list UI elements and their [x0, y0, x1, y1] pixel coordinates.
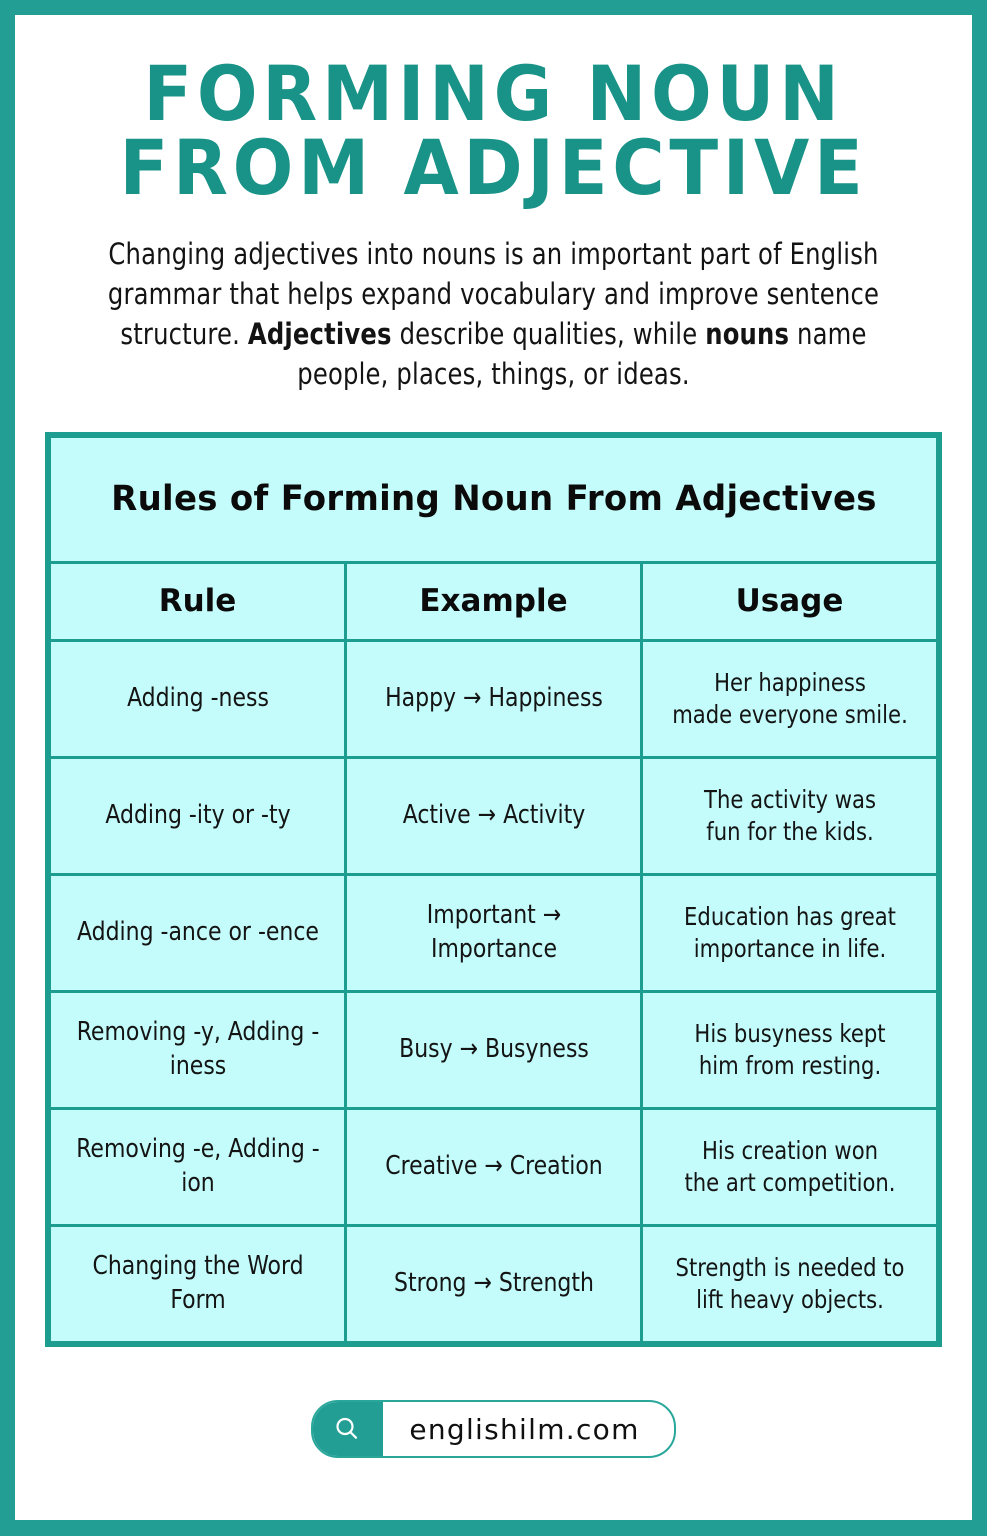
- cell-example: Busy → Busyness: [354, 991, 632, 1108]
- cell-usage: [650, 874, 928, 991]
- intro-text-part-2: describe qualities, while: [391, 317, 706, 352]
- page-title-line-2: FROM ADJECTIVE: [119, 122, 868, 212]
- cell-rule: Removing -y, Adding -iness: [58, 991, 336, 1108]
- cell-usage-line-1: The activity was: [703, 784, 876, 814]
- intro-text-part-1: Changing adjectives into nouns is an important part of English grammar that helps expand vocabulary and improve sentence structure.: [107, 237, 880, 352]
- cell-usage-line-2: made everyone smile.: [671, 699, 908, 729]
- cell-usage-line-1: Strength is needed to: [675, 1252, 904, 1282]
- cell-example: Active → Activity: [354, 757, 632, 874]
- cell-usage-line-1: His creation won: [701, 1135, 878, 1165]
- cell-usage: [650, 757, 928, 874]
- column-header-rule: Rule: [50, 562, 346, 640]
- cell-rule: Changing the Word Form: [58, 1225, 336, 1342]
- rules-table-title: Rules of Forming Noun From Adjectives: [63, 436, 924, 562]
- cell-rule: Removing -e, Adding -ion: [58, 1108, 336, 1225]
- cell-usage-line-2: the art competition.: [683, 1167, 896, 1197]
- cell-usage: [650, 991, 928, 1108]
- column-header-example: Example: [346, 562, 642, 640]
- cell-rule: Adding -ness: [58, 640, 336, 757]
- intro-bold-nouns: nouns: [705, 317, 790, 352]
- table-row: [50, 1108, 938, 1225]
- cell-example: Happy → Happiness: [354, 640, 632, 757]
- cell-usage: [650, 1108, 928, 1225]
- cell-example: Strong → Strength: [354, 1225, 632, 1342]
- cell-usage-line-2: importance in life.: [693, 933, 886, 963]
- table-row: [50, 757, 938, 874]
- rules-table: [48, 435, 939, 1344]
- table-row: [50, 1225, 938, 1342]
- cell-usage-line-2: him from resting.: [698, 1050, 881, 1080]
- table-row: [50, 991, 938, 1108]
- table-row: [50, 640, 938, 757]
- intro-bold-adjectives: Adjectives: [247, 317, 392, 352]
- footer: [15, 1347, 972, 1521]
- site-url: englishilm.com: [409, 1412, 640, 1446]
- rules-table-container: [45, 432, 942, 1347]
- table-row: [50, 874, 938, 991]
- poster-sheet: [15, 15, 972, 1520]
- cell-usage-line-2: lift heavy objects.: [695, 1284, 884, 1314]
- intro-text-part-3: name people, places, things, or ideas.: [297, 317, 867, 392]
- search-icon: [311, 1400, 383, 1458]
- table-header-row: [50, 562, 938, 640]
- cell-usage-line-1: His busyness kept: [693, 1018, 886, 1048]
- cell-rule: Adding -ity or -ty: [58, 757, 336, 874]
- site-badge[interactable]: [311, 1400, 675, 1458]
- column-header-usage: Usage: [642, 562, 938, 640]
- cell-usage: [650, 1225, 928, 1342]
- cell-example: Creative → Creation: [354, 1108, 632, 1225]
- cell-usage-line-1: Her happiness: [713, 667, 866, 697]
- page-title-line-1: FORMING NOUN: [143, 49, 844, 138]
- table-title-row: [50, 436, 938, 562]
- cell-usage: [650, 640, 928, 757]
- cell-example: Important → Importance: [354, 874, 632, 991]
- intro-paragraph: [93, 234, 894, 394]
- cell-usage-line-1: Education has great: [683, 901, 896, 931]
- cell-rule: Adding -ance or -ence: [58, 874, 336, 991]
- page-title: [15, 15, 972, 212]
- cell-usage-line-2: fun for the kids.: [705, 816, 874, 846]
